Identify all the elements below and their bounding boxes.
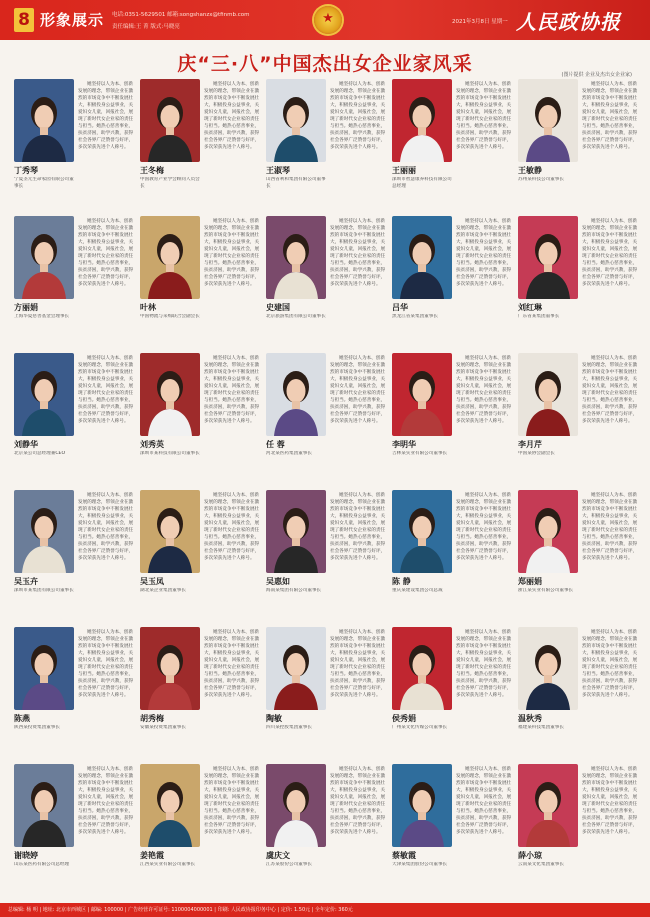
portrait-photo: [266, 627, 326, 710]
portrait-photo: [140, 79, 200, 162]
person-name: 王丽丽: [392, 166, 416, 175]
profile-card: [14, 216, 136, 352]
profile-bio: 她坚持以人为本、创新发展的理念，带领企业在激烈的市场竞争中不断发展壮大，积极投身公益事业，关爱妇女儿童，回报社会，展现了新时代女企业家的责任与担当。她热心慈善事业，扶贫济困，助学兴教，获得社会各界广泛赞誉与好评，多次荣获先进个人称号。: [456, 356, 512, 424]
portrait-photo: [14, 764, 74, 847]
portrait-photo: [266, 79, 326, 162]
portrait-photo: [392, 764, 452, 847]
portrait-photo: [518, 490, 578, 573]
person-title: 湖北某企业集团董事长: [140, 588, 186, 593]
person-title: 江苏某股份公司董事长: [266, 862, 312, 867]
profile-card: [266, 79, 388, 215]
profile-bio: 她坚持以人为本、创新发展的理念，带领企业在激烈的市场竞争中不断发展壮大，积极投身公益事业，关爱妇女儿童，回报社会，展现了新时代女企业家的责任与担当。她热心慈善事业，扶贫济困，助学兴教，获得社会各界广泛赞誉与好评，多次荣获先进个人称号。: [78, 82, 134, 150]
profile-bio: 她坚持以人为本、创新发展的理念，带领企业在激烈的市场竞争中不断发展壮大，积极投身公益事业，关爱妇女儿童，回报社会，展现了新时代女企业家的责任与担当。她热心慈善事业，扶贫济困，助学兴教，获得社会各界广泛赞誉与好评，多次荣获先进个人称号。: [204, 82, 260, 150]
person-name: 刘红琳: [518, 303, 542, 312]
person-name: 吕华: [392, 303, 408, 312]
person-title: 北京旅游集团有限公司董事长: [266, 314, 326, 319]
person-title: 广东省某集团董事长: [518, 314, 560, 319]
portrait-photo: [392, 216, 452, 299]
person-name: 侯秀娟: [392, 714, 416, 723]
portrait-photo: [140, 353, 200, 436]
page-title: 庆“三·八”中国杰出女企业家风采: [177, 53, 473, 75]
profile-bio: 她坚持以人为本、创新发展的理念，带领企业在激烈的市场竞争中不断发展壮大，积极投身公益事业，关爱妇女儿童，回报社会，展现了新时代女企业家的责任与担当。她热心慈善事业，扶贫济困，助学兴教，获得社会各界广泛赞誉与好评，多次荣获先进个人称号。: [78, 630, 134, 698]
issue-date: 2021年3月8日 星期一: [452, 19, 508, 25]
person-title: 中国物流与采购联合会副会长: [140, 314, 200, 319]
profile-bio: 她坚持以人为本、创新发展的理念，带领企业在激烈的市场竞争中不断发展壮大，积极投身公益事业，关爱妇女儿童，回报社会，展现了新时代女企业家的责任与担当。她热心慈善事业，扶贫济困，助学兴教，获得社会各界广泛赞誉与好评，多次荣获先进个人称号。: [582, 219, 638, 287]
profile-card: [392, 79, 514, 215]
person-name: 叶林: [140, 303, 156, 312]
profile-bio: 她坚持以人为本、创新发展的理念，带领企业在激烈的市场竞争中不断发展壮大，积极投身公益事业，关爱妇女儿童，回报社会，展现了新时代女企业家的责任与担当。她热心慈善事业，扶贫济困，助学兴教，获得社会各界广泛赞誉与好评，多次荣获先进个人称号。: [456, 219, 512, 287]
person-name: 薛小琼: [518, 851, 542, 860]
person-title: 云南某文化集团董事长: [518, 862, 564, 867]
profile-card: [140, 627, 262, 763]
profile-bio: 她坚持以人为本、创新发展的理念，带领企业在激烈的市场竞争中不断发展壮大，积极投身公益事业，关爱妇女儿童，回报社会，展现了新时代女企业家的责任与担当。她热心慈善事业，扶贫济困，助学兴教，获得社会各界广泛赞誉与好评，多次荣获先进个人称号。: [78, 493, 134, 561]
person-title: 四川某控股集团董事长: [266, 725, 312, 730]
person-name: 刘秀英: [140, 440, 164, 449]
profile-card: [392, 764, 514, 900]
page-number: 8: [14, 8, 34, 32]
profile-card: [140, 216, 262, 352]
portrait-photo: [14, 353, 74, 436]
profile-bio: 她坚持以人为本、创新发展的理念，带领企业在激烈的市场竞争中不断发展壮大，积极投身公益事业，关爱妇女儿童，回报社会，展现了新时代女企业家的责任与担当。她热心慈善事业，扶贫济困，助学兴教，获得社会各界广泛赞誉与好评，多次荣获先进个人称号。: [330, 82, 386, 150]
photo-credit: (图片提供 企业及杰出女企业家): [561, 72, 632, 78]
portrait-photo: [140, 216, 200, 299]
person-title: 北京某公司总经理兼CEO: [14, 451, 66, 456]
portrait-photo: [266, 216, 326, 299]
portrait-photo: [140, 764, 200, 847]
person-name: 胡秀梅: [140, 714, 164, 723]
profile-card: [140, 764, 262, 900]
person-title: 安徽某投资集团董事长: [140, 725, 186, 730]
person-title: 上海华夏慈善基金会理事长: [14, 314, 70, 319]
person-name: 刘静华: [14, 440, 38, 449]
profile-card: [14, 627, 136, 763]
profile-bio: 她坚持以人为本、创新发展的理念，带领企业在激烈的市场竞争中不断发展壮大，积极投身公益事业，关爱妇女儿童，回报社会，展现了新时代女企业家的责任与担当。她热心慈善事业，扶贫济困，助学兴教，获得社会各界广泛赞誉与好评，多次荣获先进个人称号。: [204, 630, 260, 698]
person-name: 丁秀琴: [14, 166, 38, 175]
person-name: 郑丽娟: [518, 577, 542, 586]
portrait-photo: [392, 490, 452, 573]
profile-bio: 她坚持以人为本、创新发展的理念，带领企业在激烈的市场竞争中不断发展壮大，积极投身公益事业，关爱妇女儿童，回报社会，展现了新时代女企业家的责任与担当。她热心慈善事业，扶贫济困，助学兴教，获得社会各界广泛赞誉与好评，多次荣获先进个人称号。: [582, 82, 638, 150]
masthead-logo: 人民政协报: [516, 10, 621, 34]
person-title: 中国某协会副会长: [518, 451, 555, 456]
editor-line: 责任编辑:王 菁 版式:马晓亮: [112, 24, 180, 30]
profile-card: [140, 490, 262, 626]
person-title: 黑龙江省某集团董事长: [392, 314, 438, 319]
profile-card: [266, 764, 388, 900]
profile-card: [518, 764, 640, 900]
person-title: 福建某科技集团董事长: [518, 725, 564, 730]
page-footer: 总编辑: 杨 明 | 地址: 北京市西城区 | 邮编: 100000 | 广告经营许可证号: 1100004000001 | 印刷: 人民政协报印务中心 | 定价: 1.50元 | 全年定价: 360元: [0, 903, 650, 917]
person-title: 山东某医药有限公司总经理: [14, 862, 70, 867]
portrait-photo: [14, 627, 74, 710]
person-name: 陈 静: [392, 577, 411, 586]
person-title: 深圳市某科技有限公司董事长: [140, 451, 200, 456]
person-name: 吴玉凤: [140, 577, 164, 586]
profile-card: [392, 353, 514, 489]
profile-card: [392, 627, 514, 763]
profile-bio: 她坚持以人为本、创新发展的理念，带领企业在激烈的市场竞争中不断发展壮大，积极投身公益事业，关爱妇女儿童，回报社会，展现了新时代女企业家的责任与担当。她热心慈善事业，扶贫济困，助学兴教，获得社会各界广泛赞誉与好评，多次荣获先进个人称号。: [582, 630, 638, 698]
portrait-photo: [266, 353, 326, 436]
portrait-photo: [518, 216, 578, 299]
person-name: 虞庆文: [266, 851, 290, 860]
person-name: 李明华: [392, 440, 416, 449]
profile-bio: 她坚持以人为本、创新发展的理念，带领企业在激烈的市场竞争中不断发展壮大，积极投身公益事业，关爱妇女儿童，回报社会，展现了新时代女企业家的责任与担当。她热心慈善事业，扶贫济困，助学兴教，获得社会各界广泛赞誉与好评，多次荣获先进个人称号。: [204, 356, 260, 424]
person-name: 王冬梅: [140, 166, 164, 175]
portrait-photo: [518, 79, 578, 162]
portrait-photo: [14, 490, 74, 573]
person-title: 陕西某投资集团董事长: [14, 725, 60, 730]
portrait-photo: [14, 216, 74, 299]
profile-card: [266, 490, 388, 626]
person-title: 深圳市某集团有限公司董事长: [14, 588, 74, 593]
person-title: 山西省利和集团有限公司董事长: [266, 177, 326, 189]
profile-card: [14, 490, 136, 626]
profile-card: [518, 490, 640, 626]
profile-bio: 她坚持以人为本、创新发展的理念，带领企业在激烈的市场竞争中不断发展壮大，积极投身公益事业，关爱妇女儿童，回报社会，展现了新时代女企业家的责任与担当。她热心慈善事业，扶贫济困，助学兴教，获得社会各界广泛赞誉与好评，多次荣获先进个人称号。: [456, 493, 512, 561]
portrait-photo: [266, 490, 326, 573]
profile-card: [518, 627, 640, 763]
person-title: 浙江某实业有限公司董事长: [518, 588, 574, 593]
page-header: [0, 0, 650, 40]
portrait-photo: [140, 627, 200, 710]
person-title: 苏州某科技公司董事长: [518, 177, 564, 182]
profile-card: [140, 353, 262, 489]
person-title: 河北某医药集团董事长: [266, 451, 312, 456]
profile-bio: 她坚持以人为本、创新发展的理念，带领企业在激烈的市场竞争中不断发展壮大，积极投身公益事业，关爱妇女儿童，回报社会，展现了新时代女企业家的责任与担当。她热心慈善事业，扶贫济困，助学兴教，获得社会各界广泛赞誉与好评，多次荣获先进个人称号。: [330, 630, 386, 698]
profile-bio: 她坚持以人为本、创新发展的理念，带领企业在激烈的市场竞争中不断发展壮大，积极投身公益事业，关爱妇女儿童，回报社会，展现了新时代女企业家的责任与担当。她热心慈善事业，扶贫济困，助学兴教，获得社会各界广泛赞誉与好评，多次荣获先进个人称号。: [330, 767, 386, 835]
person-name: 吴惠如: [266, 577, 290, 586]
profile-bio: 她坚持以人为本、创新发展的理念，带领企业在激烈的市场竞争中不断发展壮大，积极投身公益事业，关爱妇女儿童，回报社会，展现了新时代女企业家的责任与担当。她热心慈善事业，扶贫济困，助学兴教，获得社会各界广泛赞誉与好评，多次荣获先进个人称号。: [330, 356, 386, 424]
profile-bio: 她坚持以人为本、创新发展的理念，带领企业在激烈的市场竞争中不断发展壮大，积极投身公益事业，关爱妇女儿童，回报社会，展现了新时代女企业家的责任与担当。她热心慈善事业，扶贫济困，助学兴教，获得社会各界广泛赞誉与好评，多次荣获先进个人称号。: [330, 219, 386, 287]
profile-card: [266, 216, 388, 352]
person-title: 中国教育产业学会顾问人员会长: [140, 177, 200, 189]
profile-card: [266, 627, 388, 763]
person-name: 李月芹: [518, 440, 542, 449]
person-name: 任 蓉: [266, 440, 285, 449]
person-title: 江西某实业有限公司董事长: [140, 862, 196, 867]
profile-bio: 她坚持以人为本、创新发展的理念，带领企业在激烈的市场竞争中不断发展壮大，积极投身公益事业，关爱妇女儿童，回报社会，展现了新时代女企业家的责任与担当。她热心慈善事业，扶贫济困，助学兴教，获得社会各界广泛赞誉与好评，多次荣获先进个人称号。: [582, 356, 638, 424]
profile-card: [14, 79, 136, 215]
profile-card: [14, 353, 136, 489]
person-name: 史建国: [266, 303, 290, 312]
portrait-photo: [14, 79, 74, 162]
section-title: 形象展示: [40, 11, 105, 29]
person-title: 宁夏圣元生命家园有限公司董事长: [14, 177, 74, 189]
person-title: 重庆某建设集团公司总裁: [392, 588, 443, 593]
person-title: 天津某集团股份公司董事长: [392, 862, 448, 867]
portrait-photo: [140, 490, 200, 573]
profile-bio: 她坚持以人为本、创新发展的理念，带领企业在激烈的市场竞争中不断发展壮大，积极投身公益事业，关爱妇女儿童，回报社会，展现了新时代女企业家的责任与担当。她热心慈善事业，扶贫济困，助学兴教，获得社会各界广泛赞誉与好评，多次荣获先进个人称号。: [456, 82, 512, 150]
person-title: 广州某文化传媒公司董事长: [392, 725, 448, 730]
profile-bio: 她坚持以人为本、创新发展的理念，带领企业在激烈的市场竞争中不断发展壮大，积极投身公益事业，关爱妇女儿童，回报社会，展现了新时代女企业家的责任与担当。她热心慈善事业，扶贫济困，助学兴教，获得社会各界广泛赞誉与好评，多次荣获先进个人称号。: [78, 767, 134, 835]
person-name: 谢晓婷: [14, 851, 38, 860]
portrait-photo: [518, 353, 578, 436]
portrait-photo: [518, 627, 578, 710]
profile-bio: 她坚持以人为本、创新发展的理念，带领企业在激烈的市场竞争中不断发展壮大，积极投身公益事业，关爱妇女儿童，回报社会，展现了新时代女企业家的责任与担当。她热心慈善事业，扶贫济困，助学兴教，获得社会各界广泛赞誉与好评，多次荣获先进个人称号。: [78, 219, 134, 287]
profile-card: [518, 79, 640, 215]
profile-bio: 她坚持以人为本、创新发展的理念，带领企业在激烈的市场竞争中不断发展壮大，积极投身公益事业，关爱妇女儿童，回报社会，展现了新时代女企业家的责任与担当。她热心慈善事业，扶贫济困，助学兴教，获得社会各界广泛赞誉与好评，多次荣获先进个人称号。: [204, 493, 260, 561]
portrait-photo: [392, 353, 452, 436]
profile-card: [392, 216, 514, 352]
profile-card: [266, 353, 388, 489]
person-name: 陶敏: [266, 714, 282, 723]
profile-bio: 她坚持以人为本、创新发展的理念，带领企业在激烈的市场竞争中不断发展壮大，积极投身公益事业，关爱妇女儿童，回报社会，展现了新时代女企业家的责任与担当。她热心慈善事业，扶贫济困，助学兴教，获得社会各界广泛赞誉与好评，多次荣获先进个人称号。: [204, 767, 260, 835]
profile-bio: 她坚持以人为本、创新发展的理念，带领企业在激烈的市场竞争中不断发展壮大，积极投身公益事业，关爱妇女儿童，回报社会，展现了新时代女企业家的责任与担当。她热心慈善事业，扶贫济困，助学兴教，获得社会各界广泛赞誉与好评，多次荣获先进个人称号。: [456, 630, 512, 698]
contact-line: 电话:0351-5629501 邮箱:songshanzx@tfinmb.com: [112, 12, 250, 18]
profile-bio: 她坚持以人为本、创新发展的理念，带领企业在激烈的市场竞争中不断发展壮大，积极投身公益事业，关爱妇女儿童，回报社会，展现了新时代女企业家的责任与担当。她热心慈善事业，扶贫济困，助学兴教，获得社会各界广泛赞誉与好评，多次荣获先进个人称号。: [582, 767, 638, 835]
profile-card: [140, 79, 262, 215]
person-name: 姜艳霞: [140, 851, 164, 860]
profile-bio: 她坚持以人为本、创新发展的理念，带领企业在激烈的市场竞争中不断发展壮大，积极投身公益事业，关爱妇女儿童，回报社会，展现了新时代女企业家的责任与担当。她热心慈善事业，扶贫济困，助学兴教，获得社会各界广泛赞誉与好评，多次荣获先进个人称号。: [582, 493, 638, 561]
person-title: 深圳市智慧康养科技有限公司总经理: [392, 177, 452, 189]
person-title: 吉林某实业有限公司董事长: [392, 451, 448, 456]
person-name: 王敏静: [518, 166, 542, 175]
person-name: 蔡敏霞: [392, 851, 416, 860]
profile-bio: 她坚持以人为本、创新发展的理念，带领企业在激烈的市场竞争中不断发展壮大，积极投身公益事业，关爱妇女儿童，回报社会，展现了新时代女企业家的责任与担当。她热心慈善事业，扶贫济困，助学兴教，获得社会各界广泛赞誉与好评，多次荣获先进个人称号。: [78, 356, 134, 424]
portrait-photo: [392, 79, 452, 162]
national-emblem-icon: [314, 6, 342, 34]
profile-bio: 她坚持以人为本、创新发展的理念，带领企业在激烈的市场竞争中不断发展壮大，积极投身公益事业，关爱妇女儿童，回报社会，展现了新时代女企业家的责任与担当。她热心慈善事业，扶贫济困，助学兴教，获得社会各界广泛赞誉与好评，多次荣获先进个人称号。: [456, 767, 512, 835]
profile-bio: 她坚持以人为本、创新发展的理念，带领企业在激烈的市场竞争中不断发展壮大，积极投身公益事业，关爱妇女儿童，回报社会，展现了新时代女企业家的责任与担当。她热心慈善事业，扶贫济困，助学兴教，获得社会各界广泛赞誉与好评，多次荣获先进个人称号。: [330, 493, 386, 561]
person-title: 海南某集团有限公司董事长: [266, 588, 322, 593]
person-name: 王淑琴: [266, 166, 290, 175]
person-name: 陈燕: [14, 714, 30, 723]
profile-bio: 她坚持以人为本、创新发展的理念，带领企业在激烈的市场竞争中不断发展壮大，积极投身公益事业，关爱妇女儿童，回报社会，展现了新时代女企业家的责任与担当。她热心慈善事业，扶贫济困，助学兴教，获得社会各界广泛赞誉与好评，多次荣获先进个人称号。: [204, 219, 260, 287]
person-name: 温秋秀: [518, 714, 542, 723]
profile-card: [14, 764, 136, 900]
profile-card: [392, 490, 514, 626]
person-name: 吴玉卉: [14, 577, 38, 586]
profile-card: [518, 353, 640, 489]
portrait-photo: [392, 627, 452, 710]
portrait-photo: [518, 764, 578, 847]
portrait-photo: [266, 764, 326, 847]
person-name: 方丽娟: [14, 303, 38, 312]
profile-card: [518, 216, 640, 352]
